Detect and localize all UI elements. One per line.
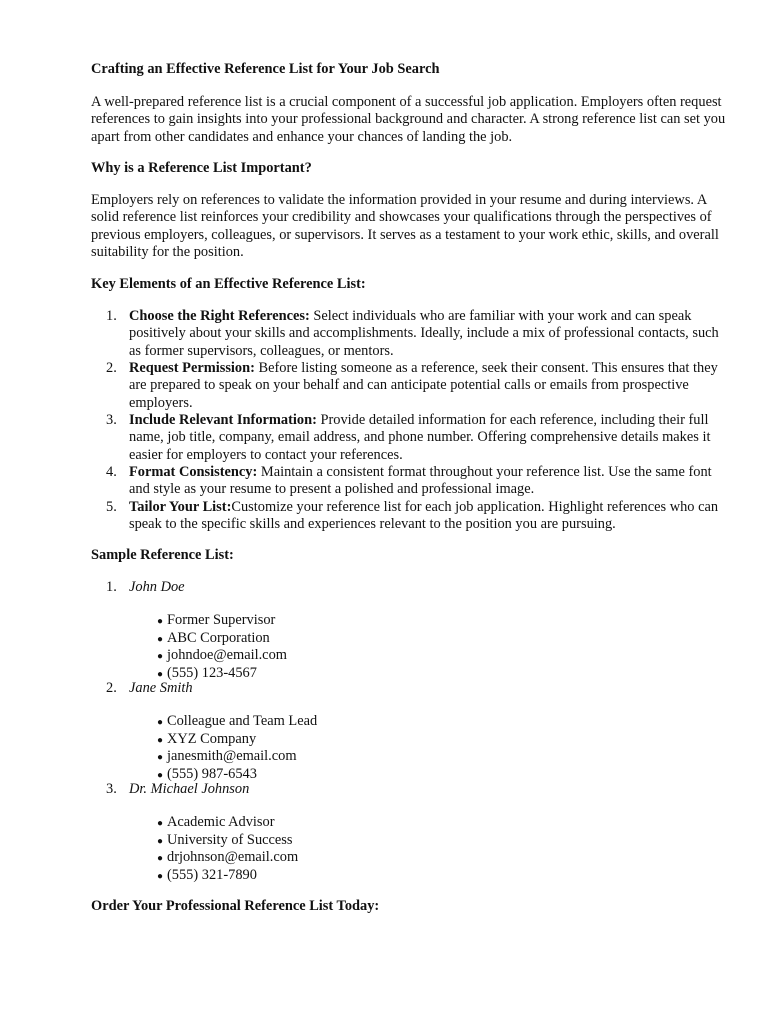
reference-detail: ● Academic Advisor	[129, 814, 731, 831]
item-label: Choose the Right References:	[129, 308, 310, 324]
intro-paragraph: A well-prepared reference list is a crucial component of a successful job application. Employers often request references to gain insights into your professional background and character. A strong reference list can set you apart from other candidates and enhance your chances of landing the job.	[91, 94, 726, 145]
reference-detail: ● drjohnson@email.com	[129, 849, 731, 866]
reference-details	[129, 612, 731, 682]
reference-detail: ● ABC Corporation	[129, 630, 731, 647]
bullet-icon: ●	[157, 651, 164, 663]
item-text: Provide detailed information for each reference, including their full name, job title, company, email address, and phone number. Offering comprehensive details makes it easier for employers to contact your references.	[129, 412, 711, 463]
reference-number: 3.	[106, 781, 117, 797]
key-element-item	[91, 464, 731, 499]
item-label: Format Consistency:	[129, 464, 258, 480]
reference-detail: ● XYZ Company	[129, 731, 731, 748]
bullet-icon: ●	[157, 870, 164, 882]
bullet-icon: ●	[157, 769, 164, 781]
reference-detail: ● janesmith@email.com	[129, 748, 731, 765]
why-heading: Why is a Reference List Important?	[91, 160, 312, 176]
sample-reference-list	[91, 579, 731, 882]
item-text: Maintain a consistent format throughout your reference list. Use the same font and style as your resume to present a polished and professional image.	[129, 464, 712, 498]
reference-name: John Doe	[129, 579, 185, 595]
reference-details	[129, 814, 731, 884]
document-title: Crafting an Effective Reference List for Your Job Search	[91, 61, 440, 77]
key-elements-list	[91, 308, 731, 534]
reference-details	[129, 713, 731, 783]
reference-detail: ● (555) 321-7890	[129, 867, 731, 884]
item-text: Before listing someone as a reference, seek their consent. This ensures that they are prepared to speak on your behalf and can anticipate potential calls or emails from prospective employers.	[129, 360, 718, 411]
item-label: Tailor Your List:	[129, 499, 232, 515]
item-label: Request Permission:	[129, 360, 255, 376]
order-heading: Order Your Professional Reference List Today:	[91, 898, 380, 914]
key-element-item	[91, 499, 731, 534]
item-text: Customize your reference list for each job application. Highlight references who can speak to the specific skills and experiences relevant to the position you are pursuing.	[129, 499, 719, 533]
item-label: Include Relevant Information:	[129, 412, 317, 428]
item-text: Select individuals who are familiar with your work and can speak positively about your skills and accomplishments. Ideally, include a mix of professional contacts, such as former supervisors, colleagues, or mentors.	[129, 308, 719, 359]
key-element-item	[91, 308, 731, 360]
why-paragraph: Employers rely on references to validate the information provided in your resume and during interviews. A solid reference list reinforces your credibility and showcases your qualifications through the perspectives of previous employers, colleagues, or supervisors. It serves as a testament to your work ethic, skills, and overall suitability for the position.	[91, 192, 719, 261]
bullet-icon: ●	[157, 818, 164, 830]
reference-detail: ● johndoe@email.com	[129, 647, 731, 664]
bullet-icon: ●	[157, 835, 164, 847]
bullet-icon: ●	[157, 616, 164, 628]
bullet-icon: ●	[157, 734, 164, 746]
item-number: 5.	[106, 499, 117, 515]
bullet-icon: ●	[157, 633, 164, 645]
item-number: 2.	[106, 360, 117, 376]
item-number: 1.	[106, 308, 117, 324]
reference-detail: ● (555) 123-4567	[129, 665, 731, 682]
sample-heading: Sample Reference List:	[91, 547, 234, 563]
bullet-icon: ●	[157, 668, 164, 680]
reference-name: Jane Smith	[129, 680, 193, 696]
reference-entry	[91, 781, 731, 882]
reference-entry	[91, 579, 731, 680]
reference-detail: ● University of Success	[129, 832, 731, 849]
item-number: 4.	[106, 464, 117, 480]
reference-detail: ● (555) 987-6543	[129, 766, 731, 783]
bullet-icon: ●	[157, 717, 164, 729]
reference-number: 2.	[106, 680, 117, 696]
reference-detail: ● Former Supervisor	[129, 612, 731, 629]
reference-detail: ● Colleague and Team Lead	[129, 713, 731, 730]
bullet-icon: ●	[157, 752, 164, 764]
key-element-item	[91, 412, 731, 464]
reference-entry	[91, 680, 731, 781]
item-number: 3.	[106, 412, 117, 428]
bullet-icon: ●	[157, 853, 164, 865]
reference-name: Dr. Michael Johnson	[129, 781, 250, 797]
key-elements-heading: Key Elements of an Effective Reference List:	[91, 276, 366, 292]
key-element-item	[91, 360, 731, 412]
reference-number: 1.	[106, 579, 117, 595]
